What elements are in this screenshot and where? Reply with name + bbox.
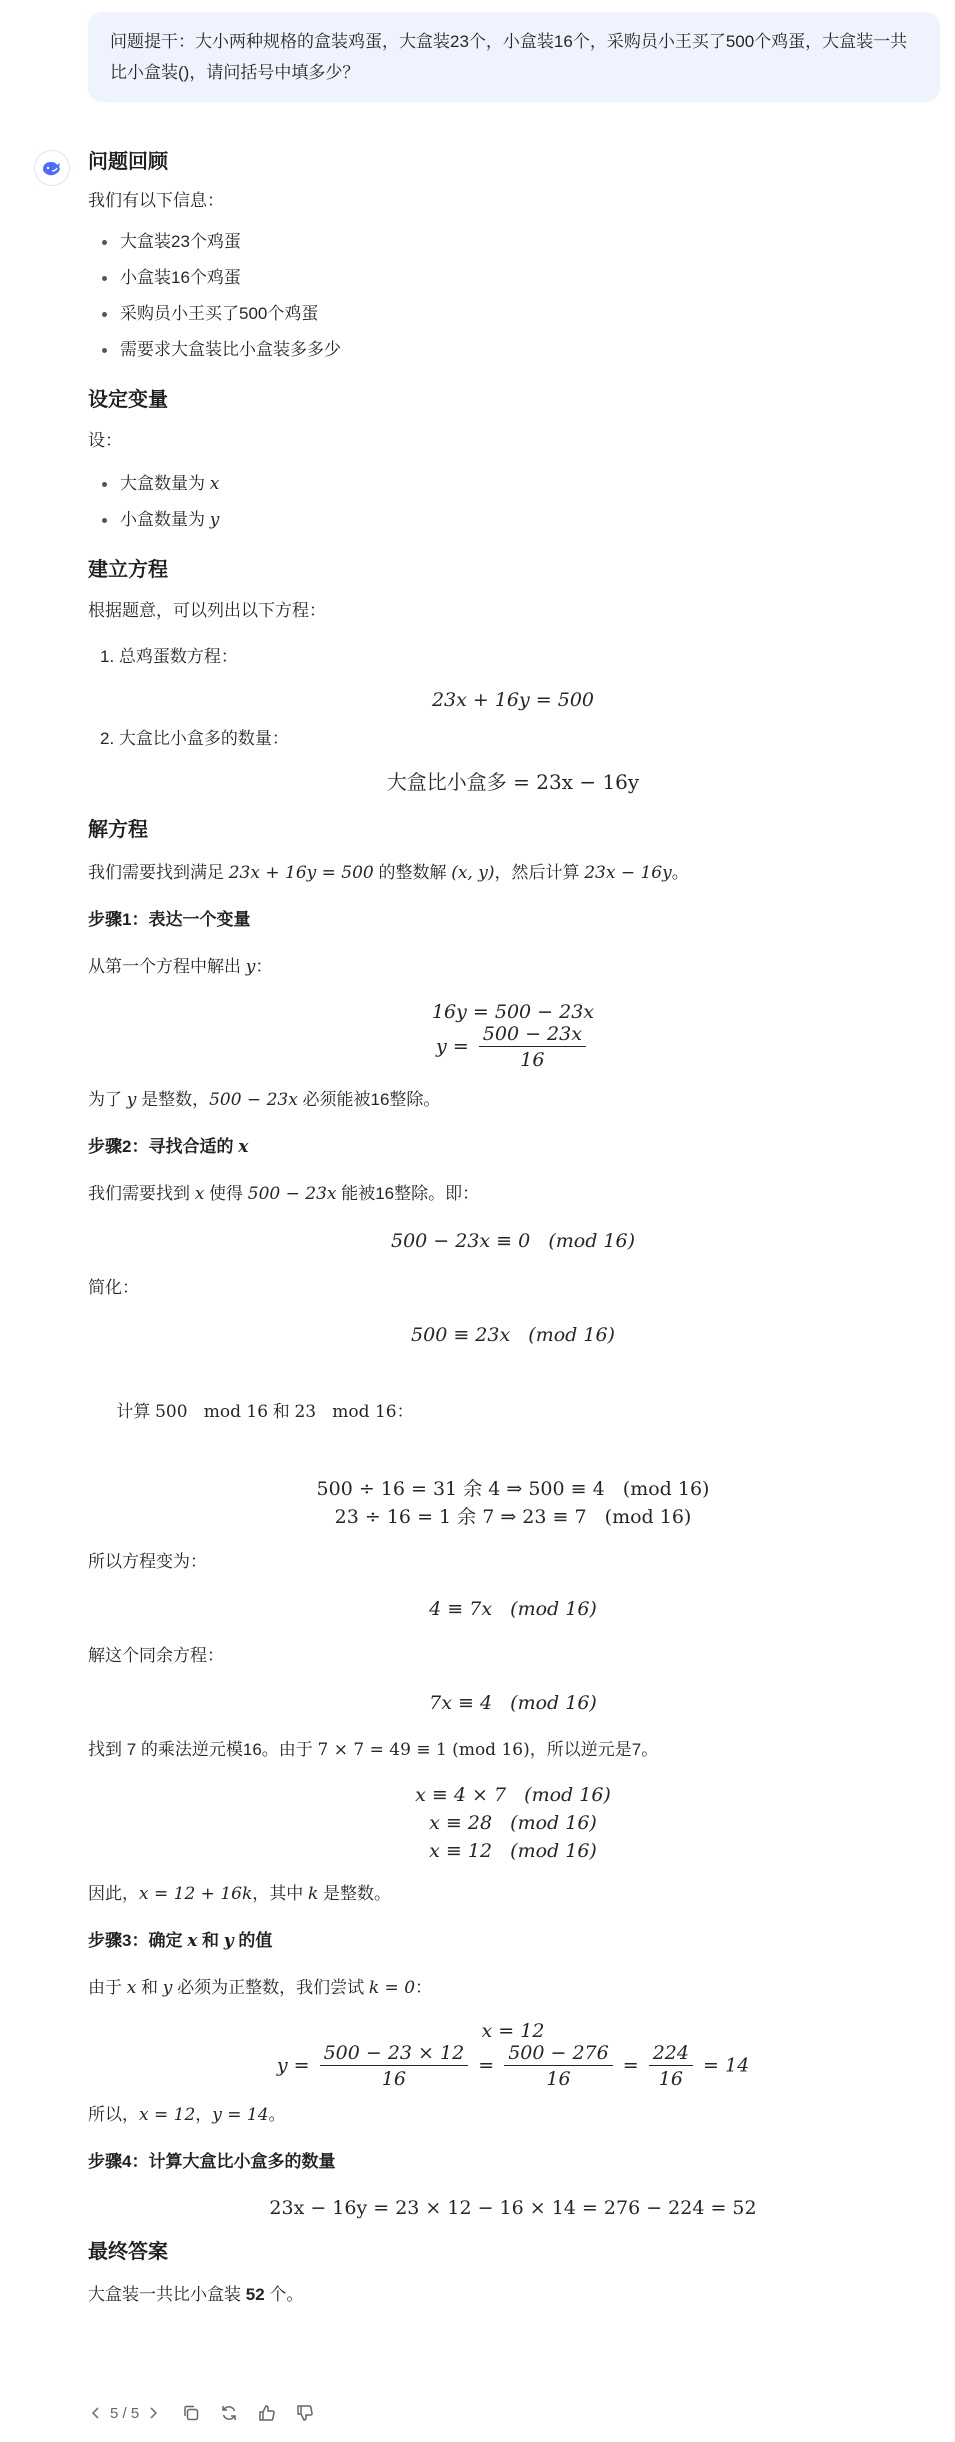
list-item: 需要求大盒装比小盒装多多少: [88, 332, 938, 368]
step2-text: 我们需要找到 x 使得 500 − 23x 能被16整除。即：: [88, 1184, 480, 1204]
step1-equation-a: 16y = 500 − 23x: [431, 1001, 595, 1023]
simplify-label: 简化：: [88, 1278, 139, 1297]
thus-text: 因此，x = 12 + 16k，其中 k 是整数。: [88, 1884, 392, 1904]
list-item: 1. 总鸡蛋数方程：: [100, 647, 238, 666]
step1-heading: 步骤1：表达一个变量: [88, 910, 251, 929]
section-heading-final: 最终答案: [88, 2241, 168, 2263]
list-item: 大盒数量为 x: [88, 466, 938, 502]
step3-text: 由于 x 和 y 必须为正整数，我们尝试 k = 0：: [88, 1978, 433, 1998]
list-item: 小盒数量为 y: [88, 502, 938, 538]
final-answer: 大盒装一共比小盒装 52 个。: [88, 2285, 304, 2304]
calc-line-2: 23 ÷ 16 = 1 余 7 ⇒ 23 ≡ 7 (mod 16): [334, 1506, 692, 1528]
whale-logo-icon: [40, 156, 64, 180]
equation-total: 23x + 16y = 500: [431, 689, 595, 711]
section-heading-vars: 设定变量: [88, 389, 168, 411]
list-item: 小盒装16个鸡蛋: [88, 260, 938, 296]
result-line-2: x ≡ 28 (mod 16): [429, 1812, 597, 1834]
section-heading-solve: 解方程: [88, 819, 148, 841]
thumbs-up-icon[interactable]: [253, 2399, 281, 2427]
step1-text: 从第一个方程中解出 y：: [88, 957, 273, 977]
congruence-2: 500 ≡ 23x (mod 16): [411, 1324, 615, 1346]
assistant-answer: [88, 146, 938, 2310]
solve-label: 解这个同余方程：: [88, 1646, 224, 1665]
calc-label: 计算 500 mod 16 和 23 mod 16：: [116, 1402, 414, 1422]
section-heading-review: 问题回顾: [88, 151, 168, 173]
chevron-right-icon[interactable]: [145, 2399, 161, 2427]
so-label: 所以方程变为：: [88, 1552, 207, 1571]
congruence-1: 500 − 23x ≡ 0 (mod 16): [390, 1230, 636, 1252]
step4-equation: 23x − 16y = 23 × 12 − 16 × 14 = 276 − 224 = 52: [269, 2197, 757, 2219]
message-toolbar: [88, 2398, 319, 2428]
user-message: [88, 12, 940, 102]
step3-y: y = $\frac{500 - 23 \times 12}{16}$ = $\frac{500 - 276}{16}$ = $\frac{224}{16}$ = 14: [276, 2042, 750, 2090]
step3-x: x = 12: [481, 2020, 545, 2042]
inverse-text: 找到 7 的乘法逆元模16。由于 7 × 7 = 49 ≡ 1 (mod 16)，所以逆元是7。: [88, 1740, 659, 1760]
list-item: 大盒装23个鸡蛋: [88, 224, 938, 260]
result-line-3: x ≡ 12 (mod 16): [429, 1840, 597, 1862]
step3-result: 所以，x = 12，y = 14。: [88, 2105, 286, 2125]
copy-icon[interactable]: [177, 2399, 205, 2427]
equations-intro: 根据题意，可以列出以下方程：: [88, 601, 326, 620]
step2-heading: 步骤2：寻找合适的 x: [88, 1137, 249, 1157]
review-list: [88, 224, 938, 368]
step4-heading: 步骤4：计算大盒比小盒多的数量: [88, 2152, 336, 2171]
regenerate-icon[interactable]: [215, 2399, 243, 2427]
assistant-avatar: [34, 150, 70, 186]
step1-note: 为了 y 是整数，500 − 23x 必须能被16整除。: [88, 1090, 441, 1110]
calc-line-1: 500 ÷ 16 = 31 余 4 ⇒ 500 ≡ 4 (mod 16): [316, 1478, 710, 1500]
final-value: 52: [245, 2285, 265, 2304]
chevron-left-icon[interactable]: [88, 2399, 104, 2427]
list-item: 采购员小王买了500个鸡蛋: [88, 296, 938, 332]
review-intro: 我们有以下信息：: [88, 191, 224, 210]
pager-label: 5 / 5: [110, 2404, 140, 2422]
step1-equation-b: y = $\frac{500 - 23x}{16}$: [88, 1022, 938, 1073]
user-message-text: 问题提干：大小两种规格的盒装鸡蛋，大盒装23个，小盒装16个，采购员小王买了500个鸡蛋，大盒装一共比小盒装()，请问括号中填多少？: [110, 32, 908, 82]
vars-list: [88, 466, 938, 538]
section-heading-equations: 建立方程: [88, 559, 168, 581]
thumbs-down-icon[interactable]: [291, 2399, 319, 2427]
step3-heading: 步骤3：确定 x 和 y 的值: [88, 1931, 273, 1951]
equation-difference: 大盒比小盒多 = 23x − 16y: [386, 770, 640, 794]
congruence-4: 7x ≡ 4 (mod 16): [429, 1692, 597, 1714]
vars-intro: 设：: [88, 431, 122, 450]
list-item: 2. 大盒比小盒多的数量：: [100, 729, 289, 748]
congruence-3: 4 ≡ 7x (mod 16): [429, 1598, 597, 1620]
solve-intro: 我们需要找到满足 23x + 16y = 500 的整数解 (x, y)，然后计算 23x − 16y。: [88, 863, 689, 883]
version-pager: [88, 2399, 161, 2427]
result-line-1: x ≡ 4 × 7 (mod 16): [415, 1784, 611, 1806]
